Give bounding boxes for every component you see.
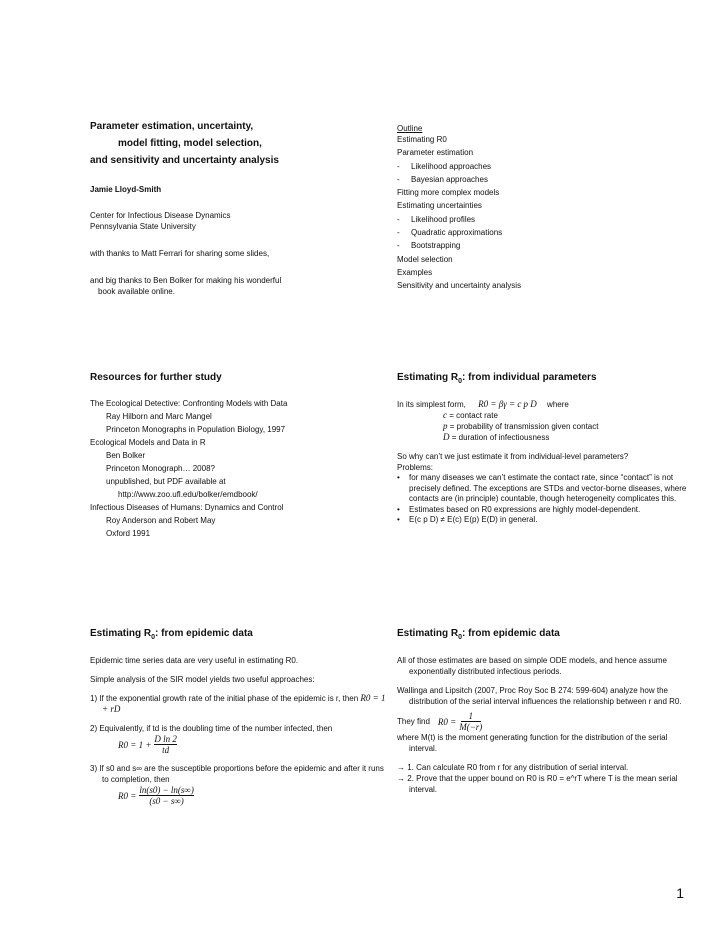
- outline-item: - Bayesian approaches: [397, 173, 697, 186]
- problem-bullet: • E(c p D) ≠ E(c) E(p) E(D) in general.: [397, 515, 538, 524]
- problems-list: [397, 473, 697, 526]
- resource-line: http://www.zoo.ufl.edu/bolker/emdbook/: [118, 490, 258, 499]
- approach-1: 1) If the exponential growth rate of the initial phase of the epidemic is r, then R0 = 1 + rD: [90, 693, 386, 714]
- wallinga-text: Wallinga and Lipsitch (2007, Proc Roy Soc B 274: 599-604) analyze how the distribution of the serial interval influences the relationship between r and R0.: [397, 686, 682, 706]
- title-line-3: and sensitivity and uncertainty analysis: [90, 155, 279, 166]
- approach-2: 2) Equivalently, if td is the doubling time of the number infected, then: [90, 724, 333, 733]
- outline-item: Parameter estimation: [397, 148, 474, 158]
- presentation-title: [90, 118, 390, 169]
- resource-line: Princeton Monograph… 2008?: [106, 464, 215, 473]
- outline-list: [397, 133, 697, 293]
- author-name: Jamie Lloyd-Smith: [90, 185, 162, 194]
- mgf-equation: They find R0 = $\frac{1}{M(-r)}$: [397, 711, 483, 732]
- intro-text: Epidemic time series data are very useful in estimating R0.: [90, 656, 299, 665]
- problem-bullet: • Estimates based on R0 expressions are highly model-dependent.: [397, 504, 641, 514]
- approach-3: 3) If s0 and s∞ are the susceptible proportions before the epidemic and after it runs to completion, then: [90, 764, 384, 784]
- page-number: 1: [676, 885, 684, 901]
- title-line-1: Parameter estimation, uncertainty,: [90, 121, 254, 132]
- r0-epidemic-title-1: Estimating $R_0$: from epidemic data: [90, 628, 253, 641]
- thanks-block-2: [90, 275, 390, 297]
- r0-epidemic-slide-1: [90, 628, 390, 806]
- title-slide: [90, 118, 390, 297]
- outline-item: - Likelihood profiles: [397, 213, 697, 226]
- resources-list: [90, 397, 390, 540]
- outline-item: Examples: [397, 267, 433, 277]
- ode-assumption-text: All of those estimates are based on simple ODE models, and hence assume exponentially distributed infectious periods.: [397, 656, 667, 676]
- resource-line: Infectious Diseases of Humans: Dynamics and Control: [90, 503, 284, 512]
- resources-title: Resources for further study: [90, 372, 222, 383]
- resource-line: The Ecological Detective: Confronting Models with Data: [90, 399, 288, 408]
- simplest-form-line: In its simplest form, R0 = βγ = c p D where: [397, 399, 569, 409]
- resource-line: Ben Bolker: [106, 451, 146, 460]
- r0-epidemic-title-2: Estimating $R_0$: from epidemic data: [397, 628, 560, 641]
- final-size-equation: R0 = $\frac{\ln(s0) - \ln(s\infty)}{(s0 - s\infty)}$: [118, 785, 194, 806]
- question-text: So why can’t we just estimate it from individual-level parameters?: [397, 452, 629, 461]
- r0-individual-slide: [397, 372, 697, 526]
- outline-item: Sensitivity and uncertainty analysis: [397, 281, 522, 291]
- outline-item: Estimating uncertainties: [397, 201, 482, 211]
- definition-row: p = probability of transmission given contact: [443, 421, 599, 431]
- definition-row: D = duration of infectiousness: [443, 432, 550, 442]
- outline-slide: [397, 118, 697, 293]
- mgf-definition: where M(t) is the moment generating function for the distribution of the serial interval.: [397, 733, 668, 753]
- outline-item: Model selection: [397, 254, 453, 264]
- outline-item: - Likelihood approaches: [397, 160, 697, 173]
- r0-formula: R0 = βγ = c p D: [478, 399, 537, 409]
- r0-individual-title: Estimating $R_0$: from individual parameters: [397, 372, 597, 385]
- title-line-2: model fitting, model selection,: [118, 138, 262, 149]
- thanks-line-3: book available online.: [98, 287, 175, 296]
- affiliation: [90, 210, 390, 232]
- thanks-line-2: and big thanks to Ben Bolker for making his wonderful: [90, 276, 282, 285]
- simple-analysis-text: Simple analysis of the SIR model yields two useful approaches:: [90, 675, 315, 684]
- affiliation-line-2: Pennsylvania State University: [90, 222, 196, 231]
- outline-item: - Quadratic approximations: [397, 226, 697, 239]
- problem-bullet: • for many diseases we can’t estimate the contact rate, since “contact” is not precisely defined. The exceptions are STDs and vector-borne diseases, where contacts are (in principle) countable, though heterogeneity complicates this.: [397, 473, 687, 503]
- resource-line: Ecological Models and Data in R: [90, 438, 206, 447]
- problems-label: Problems:: [397, 463, 434, 472]
- resource-line: Oxford 1991: [106, 529, 151, 538]
- result-2: → 2. Prove that the upper bound on R0 is R0 = e^rT where T is the mean serial interval.: [397, 774, 678, 794]
- outline-item: Estimating R0: [397, 135, 447, 144]
- definition-row: c = contact rate: [443, 410, 498, 420]
- resource-line: Ray Hilborn and Marc Mangel: [106, 412, 212, 421]
- affiliation-line-1: Center for Infectious Disease Dynamics: [90, 211, 231, 220]
- outline-heading: Outline: [397, 124, 423, 133]
- outline-item: - Bootstrapping: [397, 239, 697, 252]
- outline-item: Fitting more complex models: [397, 188, 500, 198]
- r0-epidemic-slide-2: [397, 628, 697, 795]
- result-1: → 1. Can calculate R0 from r for any distribution of serial interval.: [397, 763, 629, 772]
- definitions: [397, 410, 697, 443]
- resource-line: Roy Anderson and Robert May: [106, 516, 216, 525]
- resource-line: unpublished, but PDF available at: [106, 477, 226, 486]
- resource-line: Princeton Monographs in Population Biology, 1997: [106, 425, 286, 434]
- resources-slide: [90, 372, 390, 540]
- doubling-equation: R0 = 1 + $\frac{\text{D ln 2}}{td}$: [118, 734, 177, 755]
- thanks-line-1: with thanks to Matt Ferrari for sharing some slides,: [90, 249, 270, 258]
